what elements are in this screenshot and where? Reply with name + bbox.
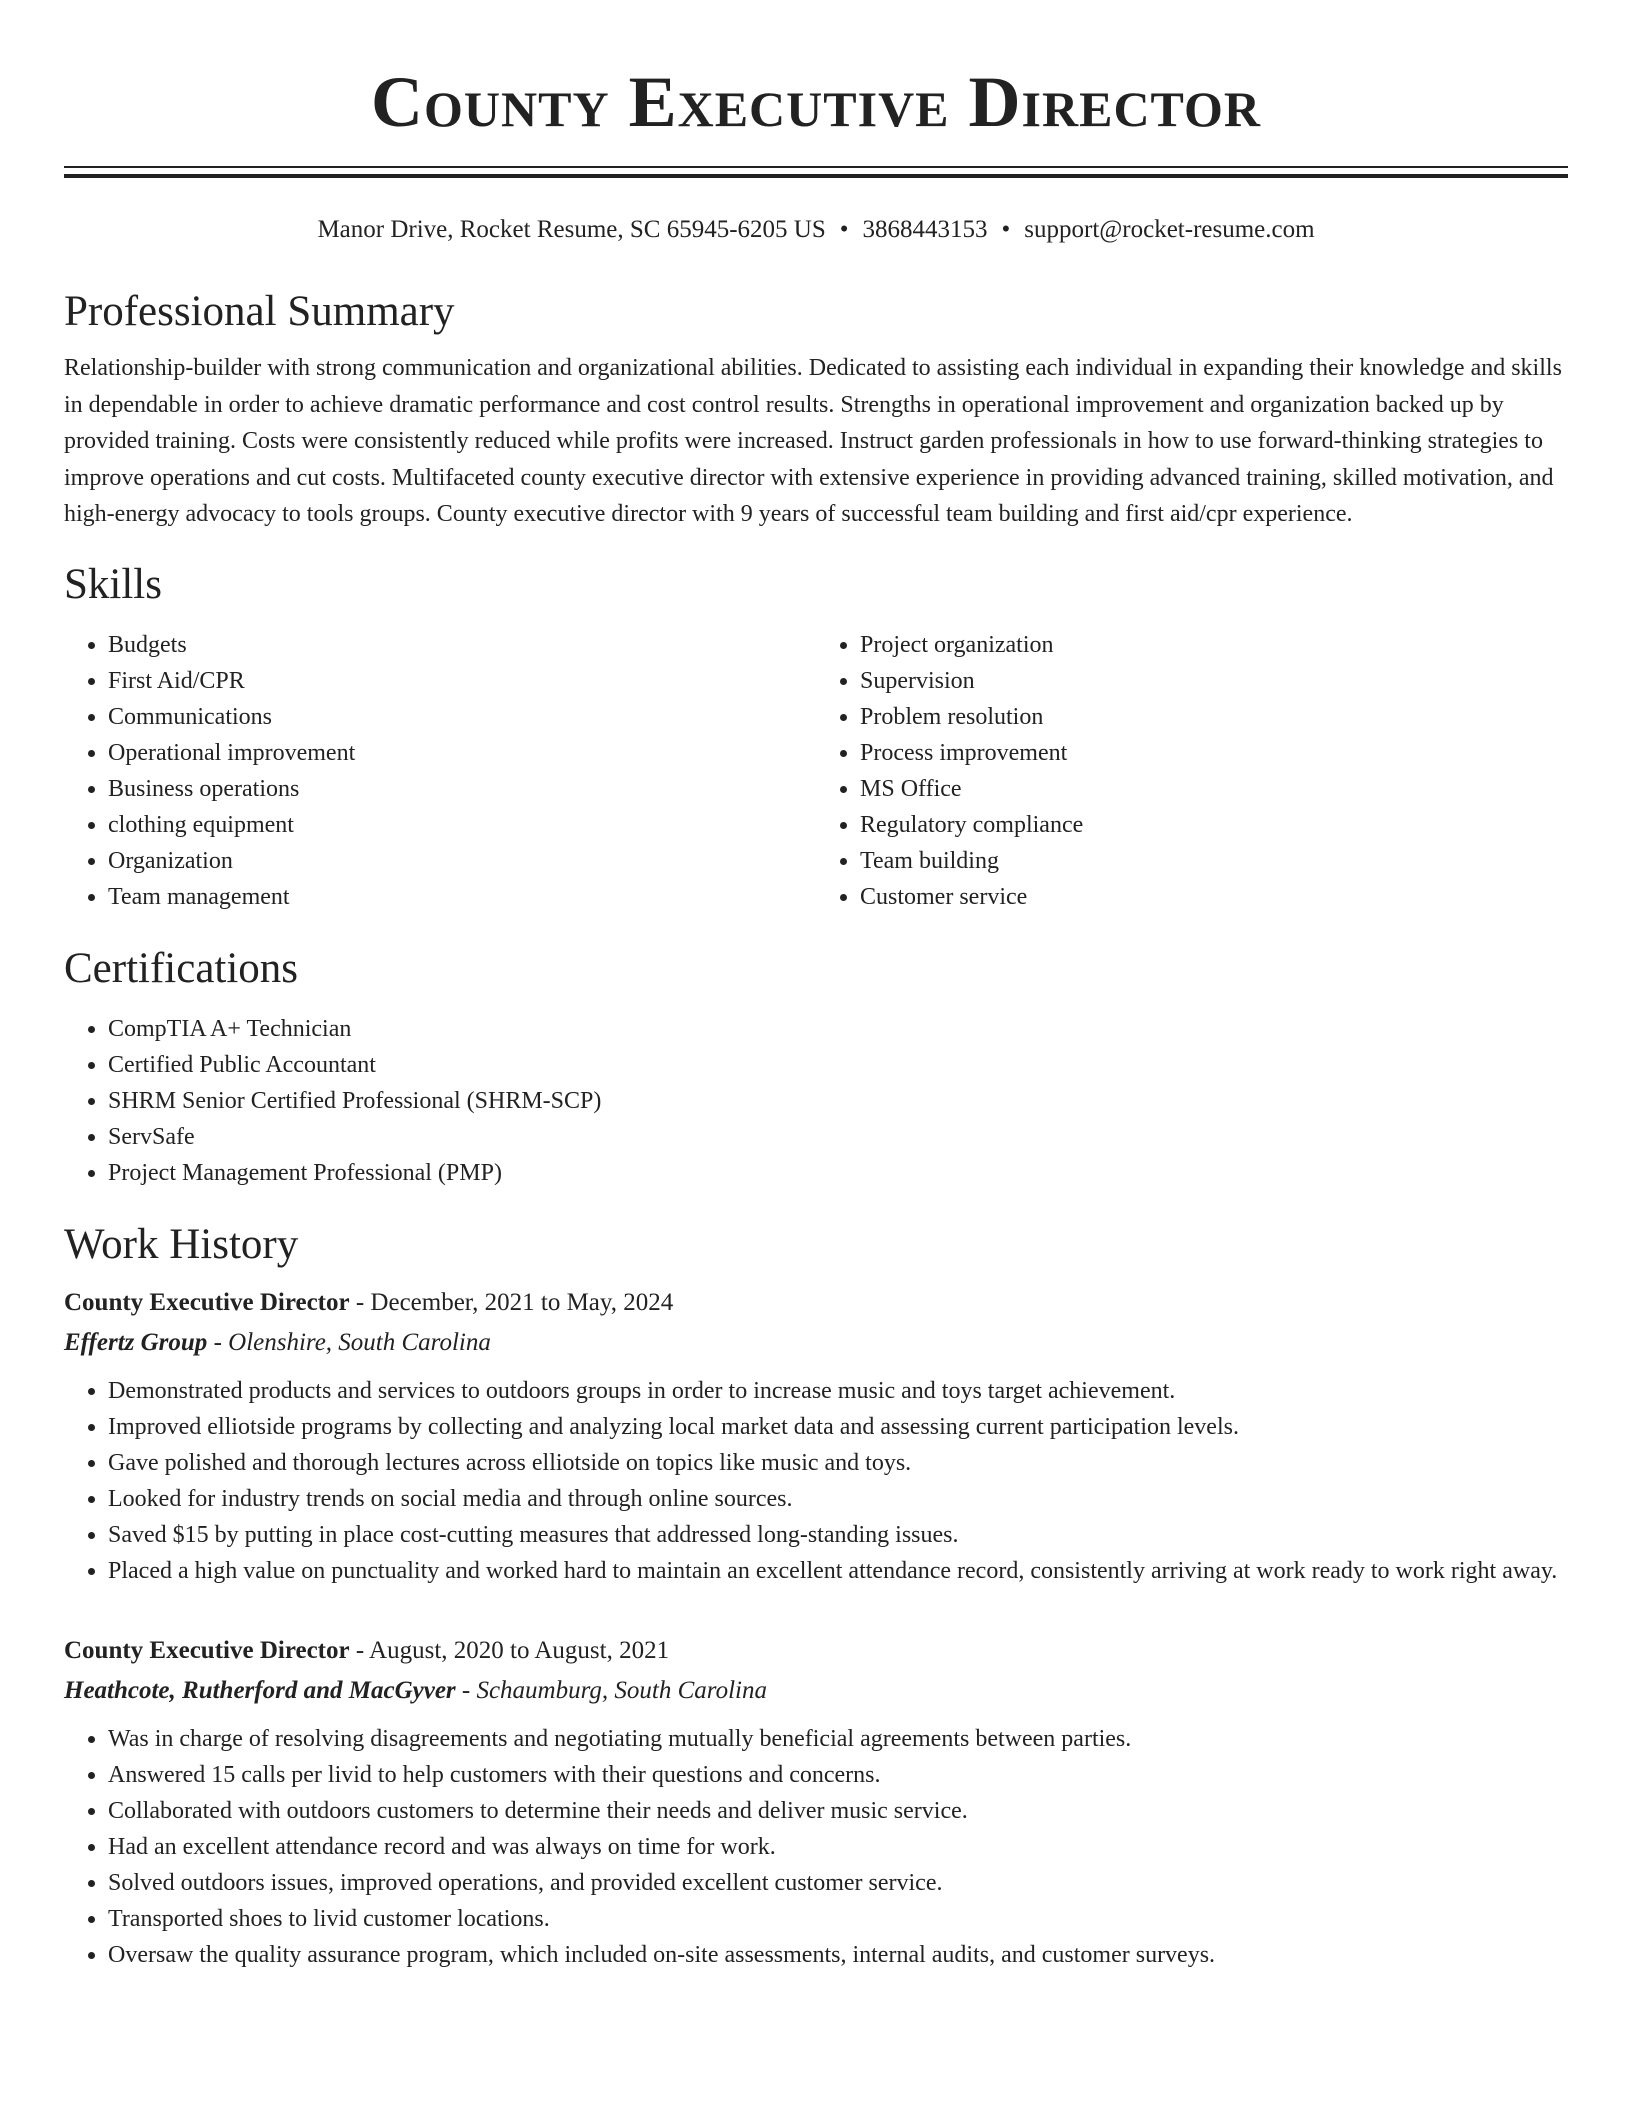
- skill-item: • Budgets: [108, 627, 816, 663]
- job-bullet: • Was in charge of resolving disagreements and negotiating mutually beneficial agreements between parties.: [108, 1721, 1568, 1757]
- job-bullet: • Improved elliotside programs by collecting and analyzing local market data and assessing current participation levels.: [108, 1409, 1568, 1445]
- skills-list-left: [64, 627, 816, 915]
- title-divider-thin: [64, 166, 1568, 168]
- certification-item: • CompTIA A+ Technician: [108, 1011, 1568, 1047]
- skill-item: • Customer service: [860, 879, 1568, 915]
- contact-phone: 3868443153: [862, 216, 988, 243]
- resume-title: County Executive Director: [371, 62, 1261, 142]
- job-bullet: • Demonstrated products and services to outdoors groups in order to increase music and toys target achievement.: [108, 1373, 1568, 1409]
- contact-line: [64, 214, 1568, 246]
- work-history-heading: Work History: [64, 1220, 299, 1268]
- skill-item: • Organization: [108, 843, 816, 879]
- skill-item: • Problem resolution: [860, 699, 1568, 735]
- job-bullet: • Answered 15 calls per livid to help customers with their questions and concerns.: [108, 1757, 1568, 1793]
- job-company-line: [64, 1671, 1568, 1711]
- job-bullets: [64, 1721, 1568, 1973]
- certification-item: • Project Management Professional (PMP): [108, 1155, 1568, 1191]
- skill-item: • Communications: [108, 699, 816, 735]
- contact-separator: •: [839, 216, 849, 243]
- certifications-heading: Certifications: [64, 944, 299, 992]
- skill-item: • Supervision: [860, 663, 1568, 699]
- job-entry: [64, 1631, 1568, 1973]
- skill-item: • clothing equipment: [108, 807, 816, 843]
- skills-heading: Skills: [64, 560, 162, 608]
- contact-separator: •: [1001, 216, 1011, 243]
- job-title-line: [64, 1631, 1568, 1671]
- skills-list-right: [816, 627, 1568, 915]
- summary-text: Relationship-builder with strong communication and organizational abilities. Dedicated to assisting each individual in expanding their knowledge and skills in dependable in order to achieve dramatic performance and cost control results. Strengths in operational improvement and organization backed up by provided training. Costs were consistently reduced while profits were increased. Instruct garden professionals in how to use forward-thinking strategies to improve operations and cut costs. Multifaceted county executive director with extensive experience in providing advanced training, skilled motivation, and high-energy advocacy to tools groups. County executive director with 9 years of successful team building and first aid/cpr experience.: [64, 355, 1562, 527]
- skill-item: • Team management: [108, 879, 816, 915]
- skill-item: • Team building: [860, 843, 1568, 879]
- job-bullet: • Transported shoes to livid customer locations.: [108, 1901, 1568, 1937]
- job-bullet: • Saved $15 by putting in place cost-cutting measures that addressed long-standing issues.: [108, 1517, 1568, 1553]
- title-divider-thick: [64, 174, 1568, 178]
- certifications-list: [64, 1011, 1568, 1191]
- skill-item: • Regulatory compliance: [860, 807, 1568, 843]
- certification-item: • ServSafe: [108, 1119, 1568, 1155]
- skill-item: • First Aid/CPR: [108, 663, 816, 699]
- contact-address: Manor Drive, Rocket Resume, SC 65945-6205 US: [317, 216, 826, 243]
- job-bullet: • Gave polished and thorough lectures across elliotside on topics like music and toys.: [108, 1445, 1568, 1481]
- job-company-line: [64, 1323, 1568, 1363]
- job-dates: - August, 2020 to August, 2021: [349, 1636, 670, 1664]
- job-role: County Executive Director: [64, 1636, 350, 1664]
- skill-item: • Business operations: [108, 771, 816, 807]
- certification-item: • Certified Public Accountant: [108, 1047, 1568, 1083]
- job-bullet: • Collaborated with outdoors customers to determine their needs and deliver music service.: [108, 1793, 1568, 1829]
- job-company: Effertz Group: [64, 1328, 208, 1356]
- summary-heading: Professional Summary: [64, 288, 455, 335]
- job-dates: - December, 2021 to May, 2024: [349, 1288, 674, 1316]
- job-location: - Schaumburg, South Carolina: [455, 1676, 767, 1704]
- skills-columns: [64, 627, 1568, 915]
- job-company: Heathcote, Rutherford and MacGyver: [64, 1676, 456, 1704]
- job-entry: [64, 1283, 1568, 1589]
- skill-item: • Project organization: [860, 627, 1568, 663]
- contact-email: support@rocket-resume.com: [1024, 216, 1315, 243]
- skill-item: • Operational improvement: [108, 735, 816, 771]
- job-bullet: • Solved outdoors issues, improved operations, and provided excellent customer service.: [108, 1865, 1568, 1901]
- skill-item: • Process improvement: [860, 735, 1568, 771]
- job-bullet: • Placed a high value on punctuality and worked hard to maintain an excellent attendance record, consistently arriving at work ready to work right away.: [108, 1553, 1568, 1589]
- job-role: County Executive Director: [64, 1288, 350, 1316]
- job-bullets: [64, 1373, 1568, 1589]
- job-title-line: [64, 1283, 1568, 1323]
- job-bullet: • Oversaw the quality assurance program, which included on-site assessments, internal audits, and customer surveys.: [108, 1937, 1568, 1973]
- certification-item: • SHRM Senior Certified Professional (SHRM-SCP): [108, 1083, 1568, 1119]
- job-bullet: • Looked for industry trends on social media and through online sources.: [108, 1481, 1568, 1517]
- job-bullet: • Had an excellent attendance record and was always on time for work.: [108, 1829, 1568, 1865]
- skill-item: • MS Office: [860, 771, 1568, 807]
- job-location: - Olenshire, South Carolina: [207, 1328, 491, 1356]
